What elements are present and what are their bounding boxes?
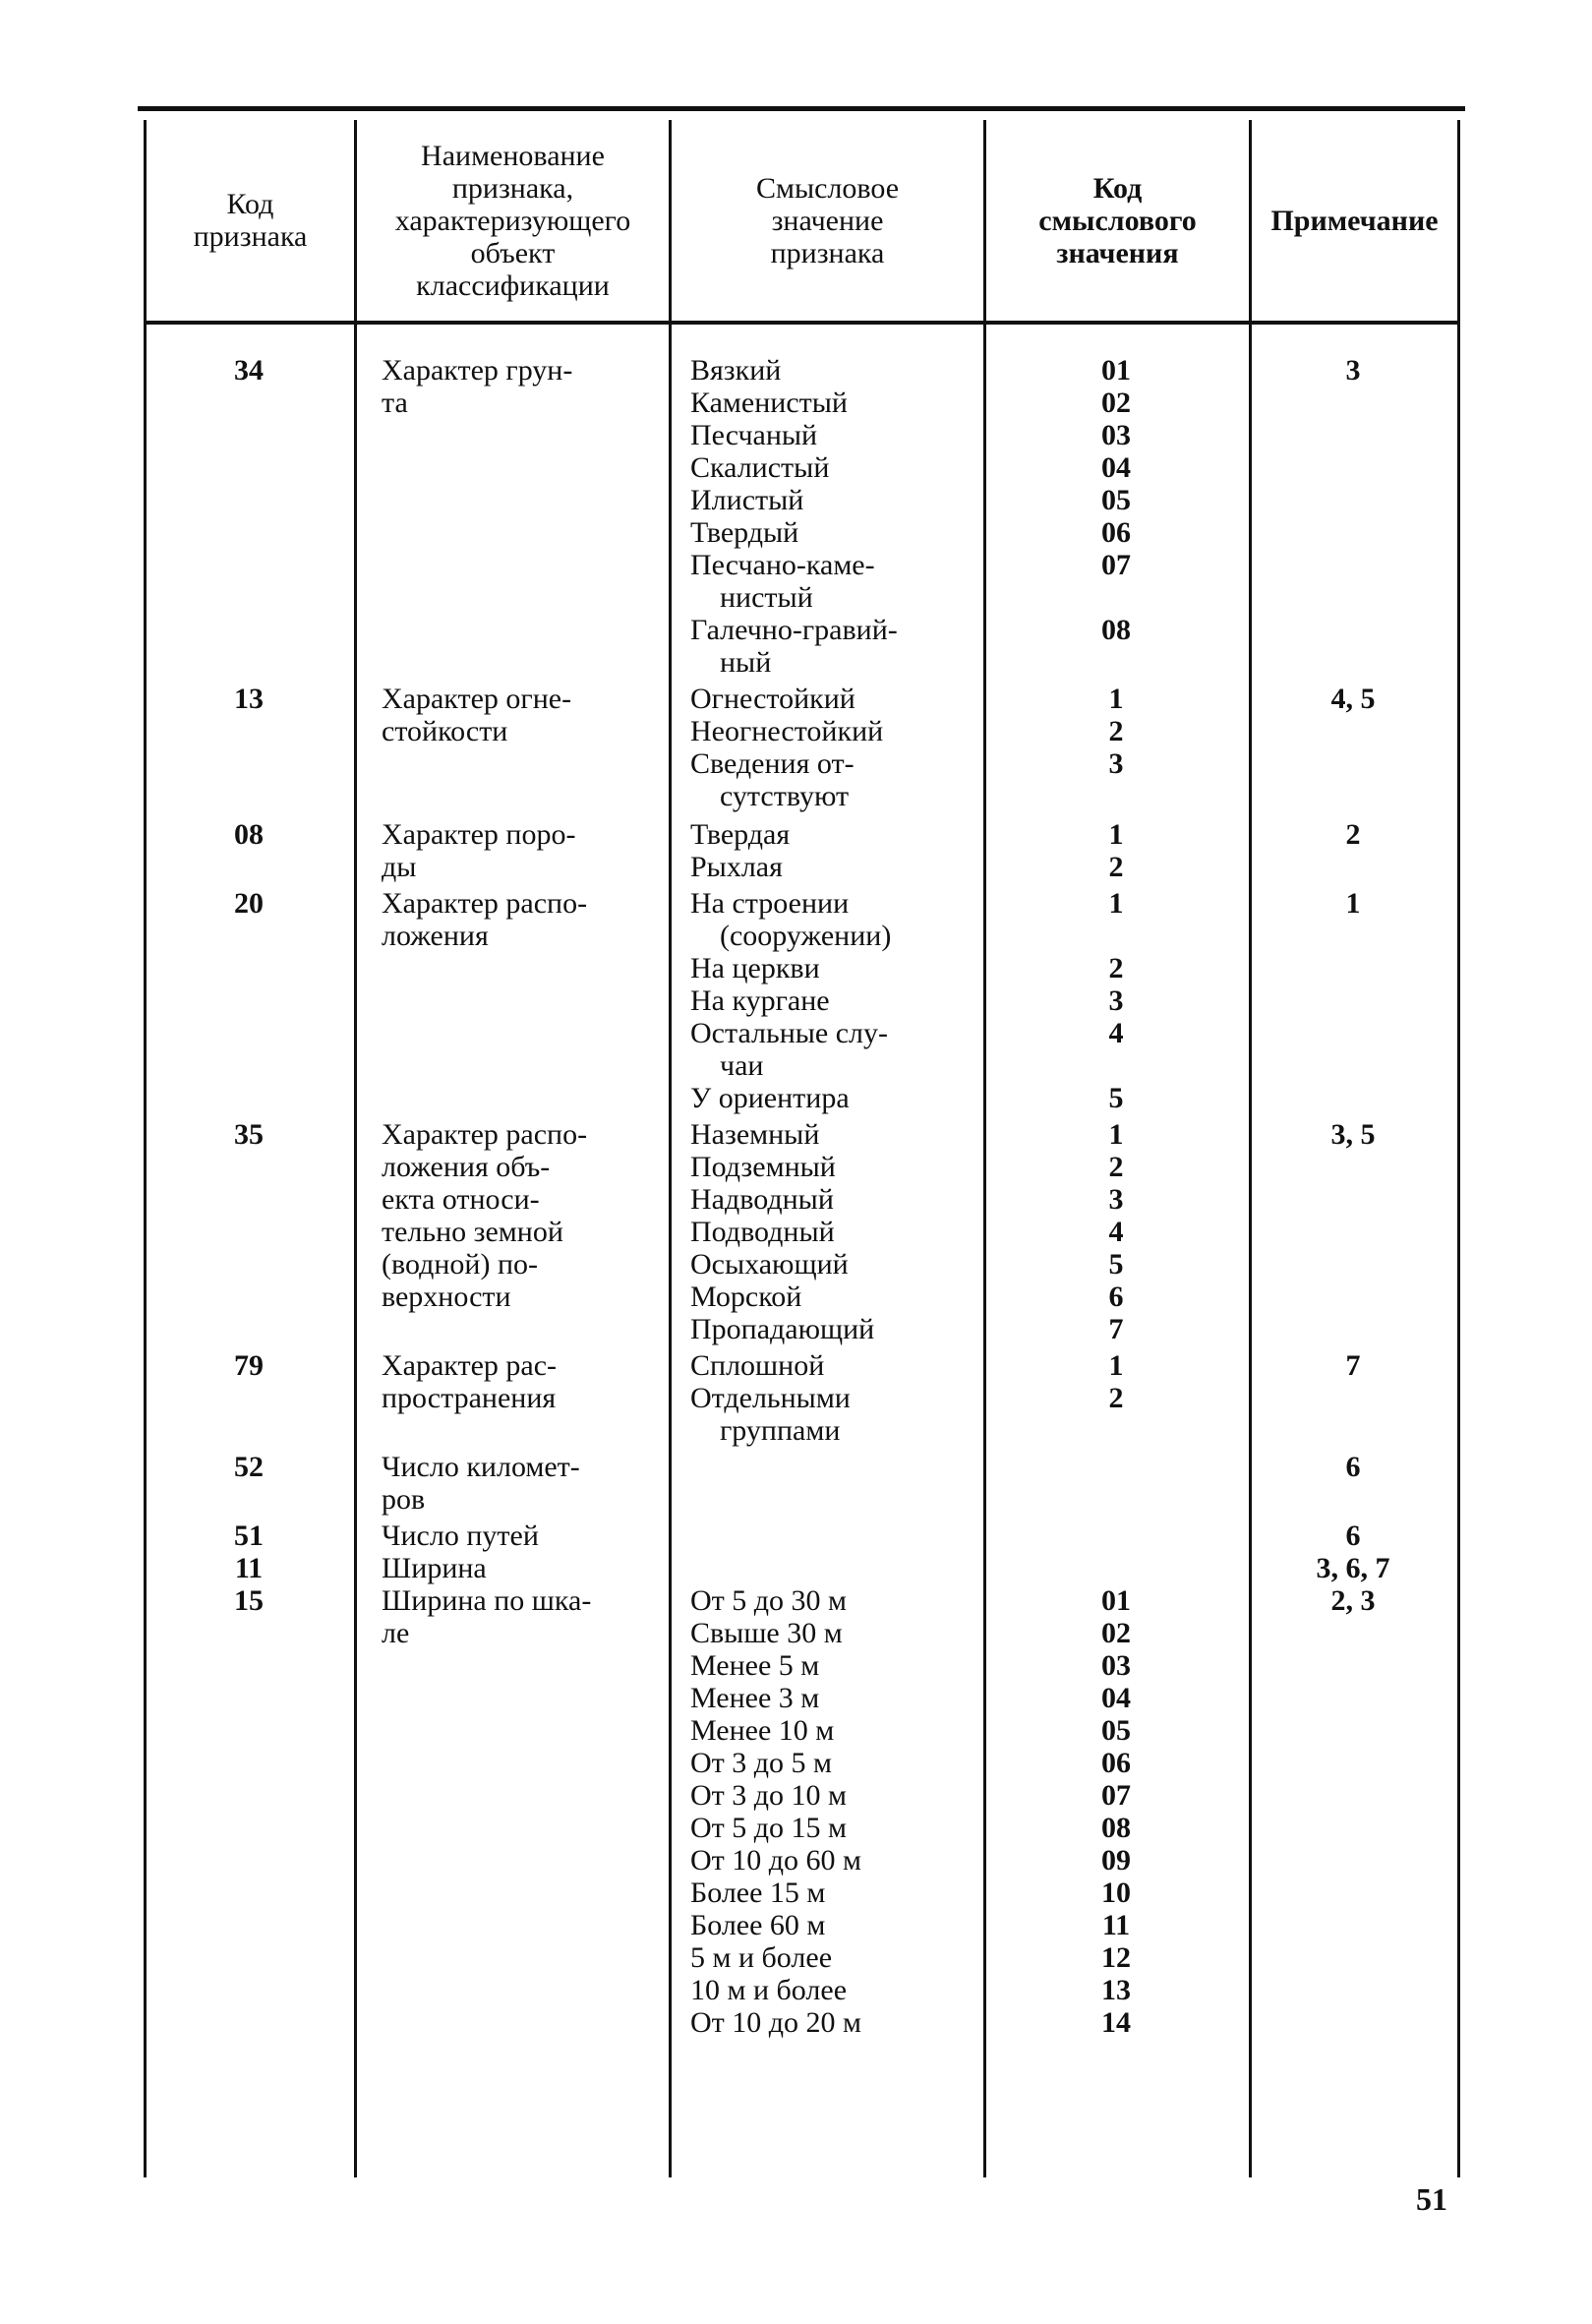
meaning-code-list <box>983 1451 1249 1516</box>
feature-code: 52 <box>234 1451 264 1483</box>
meaning-code-list <box>983 1584 1249 2039</box>
feature-name <box>354 887 669 1114</box>
meaning-list <box>669 683 983 812</box>
meaning-code: 2 <box>1108 1151 1124 1183</box>
meaning-code: 13 <box>1101 1974 1131 2006</box>
meaning-code: 04 <box>1101 1682 1131 1714</box>
feature-name-line: верхности <box>382 1281 511 1313</box>
feature-name-line: стойкости <box>382 715 508 747</box>
table-row <box>144 818 1460 883</box>
feature-name <box>354 1118 669 1345</box>
spacer <box>983 1049 1249 1082</box>
spacer <box>983 581 1249 614</box>
meaning-code: 03 <box>1101 419 1131 451</box>
meaning-code: 01 <box>1101 354 1131 387</box>
meaning-code: 02 <box>1101 1617 1131 1649</box>
meaning-list <box>669 1349 983 1447</box>
meaning-value: У ориентира <box>690 1082 850 1114</box>
meaning-value: Песчано-каме- <box>690 549 875 581</box>
feature-name <box>354 1552 669 1584</box>
table-row <box>144 354 1460 679</box>
meaning-code: 1 <box>1108 887 1124 920</box>
meaning-value: группами <box>720 1414 841 1447</box>
meaning-value: Свыше 30 м <box>690 1617 843 1649</box>
meaning-value: Пропадающий <box>690 1313 875 1345</box>
meaning-code: 7 <box>1108 1313 1124 1345</box>
feature-code: 51 <box>234 1520 264 1552</box>
note: 6 <box>1345 1520 1361 1552</box>
meaning-list <box>669 1118 983 1345</box>
meaning-value: Более 15 м <box>690 1877 826 1909</box>
feature-name-line: ложения объ- <box>382 1151 551 1183</box>
feature-name-line: ды <box>382 851 417 883</box>
spacer <box>983 780 1249 812</box>
feature-name <box>354 818 669 883</box>
meaning-list <box>669 818 983 883</box>
meaning-value: 10 м и более <box>690 1974 848 2006</box>
meaning-value: Наземный <box>690 1118 820 1151</box>
meaning-code: 06 <box>1101 516 1131 549</box>
meaning-value: На кургане <box>690 984 830 1017</box>
meaning-value: Сплошной <box>690 1349 825 1382</box>
meaning-list <box>669 1451 983 1516</box>
meaning-code: 01 <box>1101 1584 1131 1617</box>
feature-name-line: Характер огне- <box>382 683 572 715</box>
meaning-code: 14 <box>1101 2006 1131 2039</box>
meaning-value: Менее 3 м <box>690 1682 820 1714</box>
meaning-value: Сведения от- <box>690 747 855 780</box>
meaning-value: Неогнестойкий <box>690 715 884 747</box>
meaning-value: Огнестойкий <box>690 683 855 715</box>
feature-name <box>354 683 669 812</box>
meaning-value: Песчаный <box>690 419 818 451</box>
meaning-code: 2 <box>1108 715 1124 747</box>
table-row <box>144 1118 1460 1345</box>
page-number: 51 <box>1416 2181 1447 2217</box>
header-rule <box>144 321 1460 325</box>
feature-name-line: (водной) по- <box>382 1248 538 1281</box>
meaning-value: (сооружении) <box>720 920 892 952</box>
meaning-value: 5 м и более <box>690 1941 833 1974</box>
meaning-value: От 10 до 60 м <box>690 1844 862 1877</box>
meaning-value: Менее 10 м <box>690 1714 835 1747</box>
meaning-value: Подземный <box>690 1151 836 1183</box>
feature-name-line: Ширина по шка- <box>382 1584 592 1617</box>
meaning-value: Скалистый <box>690 451 830 484</box>
table-row <box>144 887 1460 1114</box>
meaning-value: На строении <box>690 887 850 920</box>
meaning-value: Илистый <box>690 484 804 516</box>
table-row <box>144 1552 1460 1584</box>
spacer <box>983 1414 1249 1447</box>
feature-code: 11 <box>234 1552 264 1584</box>
meaning-value: Менее 5 м <box>690 1649 820 1682</box>
meaning-code: 3 <box>1108 747 1124 780</box>
feature-code: 15 <box>234 1584 264 1617</box>
table-body <box>144 354 1460 2043</box>
meaning-code: 6 <box>1108 1281 1124 1313</box>
meaning-code: 05 <box>1101 484 1131 516</box>
meaning-list <box>669 1584 983 2039</box>
meaning-code: 2 <box>1108 952 1124 984</box>
meaning-code-list <box>983 1349 1249 1447</box>
meaning-value: нистый <box>720 581 813 614</box>
feature-name-line: ров <box>382 1483 426 1516</box>
meaning-code: 3 <box>1108 1183 1124 1216</box>
meaning-value: На церкви <box>690 952 820 984</box>
meaning-value: Рыхлая <box>690 851 783 883</box>
feature-name-line: Характер распо- <box>382 887 588 920</box>
meaning-value: Морской <box>690 1281 802 1313</box>
feature-name-line: екта относи- <box>382 1183 540 1216</box>
note: 2 <box>1345 818 1361 851</box>
meaning-code: 08 <box>1101 614 1131 646</box>
meaning-value: Твердая <box>690 818 791 851</box>
meaning-code: 5 <box>1108 1082 1124 1114</box>
meaning-list <box>669 1520 983 1552</box>
feature-name <box>354 354 669 679</box>
meaning-code: 2 <box>1108 1382 1124 1414</box>
meaning-code: 08 <box>1101 1812 1131 1844</box>
meaning-code: 05 <box>1101 1714 1131 1747</box>
meaning-code: 03 <box>1101 1649 1131 1682</box>
meaning-value: Остальные слу- <box>690 1017 888 1049</box>
feature-code: 08 <box>234 818 264 851</box>
meaning-code: 4 <box>1108 1216 1124 1248</box>
feature-code: 34 <box>234 354 264 387</box>
meaning-value: Галечно-гравий- <box>690 614 898 646</box>
feature-name-line: тельно земной <box>382 1216 563 1248</box>
meaning-code: 2 <box>1108 851 1124 883</box>
feature-code: 35 <box>234 1118 264 1151</box>
table-row <box>144 1584 1460 2039</box>
meaning-code-list <box>983 683 1249 812</box>
meaning-code: 07 <box>1101 549 1131 581</box>
feature-code: 20 <box>234 887 264 920</box>
meaning-code: 4 <box>1108 1017 1124 1049</box>
feature-name-line: пространения <box>382 1382 557 1414</box>
feature-name-line: ложения <box>382 920 489 952</box>
meaning-code: 09 <box>1101 1844 1131 1877</box>
feature-name-line: Характер рас- <box>382 1349 558 1382</box>
note: 6 <box>1345 1451 1361 1483</box>
feature-name-line: Ширина <box>382 1552 487 1584</box>
feature-name-line: Характер поро- <box>382 818 576 851</box>
meaning-value: ный <box>720 646 772 679</box>
meaning-code: 1 <box>1108 1118 1124 1151</box>
meaning-value: чаи <box>720 1049 764 1082</box>
meaning-code: 11 <box>1101 1909 1131 1941</box>
feature-name-line: Число километ- <box>382 1451 580 1483</box>
feature-name <box>354 1584 669 2039</box>
feature-name <box>354 1349 669 1447</box>
meaning-code: 1 <box>1108 683 1124 715</box>
top-rule <box>138 106 1465 111</box>
meaning-code-list <box>983 354 1249 679</box>
header-code: Код признака <box>193 188 308 253</box>
table-row <box>144 1520 1460 1552</box>
meaning-value: От 10 до 20 м <box>690 2006 862 2039</box>
spacer <box>983 920 1249 952</box>
meaning-value: От 5 до 30 м <box>690 1584 848 1617</box>
feature-name-line: та <box>382 387 408 419</box>
meaning-code: 04 <box>1101 451 1131 484</box>
note: 4, 5 <box>1330 683 1376 715</box>
header-note: Примечание <box>1270 204 1439 237</box>
meaning-code: 1 <box>1108 818 1124 851</box>
meaning-value: Осыхающий <box>690 1248 849 1281</box>
meaning-list <box>669 1552 983 1584</box>
meaning-value: От 3 до 5 м <box>690 1747 833 1779</box>
note: 3 <box>1345 354 1361 387</box>
feature-name <box>354 1451 669 1516</box>
meaning-code: 06 <box>1101 1747 1131 1779</box>
note: 7 <box>1345 1349 1361 1382</box>
header-meaning: Смысловое значение признака <box>755 171 900 269</box>
meaning-code: 10 <box>1101 1877 1131 1909</box>
header-meaning-code: Код смыслового значения <box>1038 171 1197 269</box>
feature-name-line: Характер грун- <box>382 354 573 387</box>
meaning-code-list <box>983 887 1249 1114</box>
note: 3, 5 <box>1330 1118 1376 1151</box>
note: 2, 3 <box>1330 1584 1376 1617</box>
meaning-code: 3 <box>1108 984 1124 1017</box>
meaning-value: От 3 до 10 м <box>690 1779 848 1812</box>
meaning-code: 07 <box>1101 1779 1131 1812</box>
meaning-value: Каменистый <box>690 387 848 419</box>
meaning-list <box>669 354 983 679</box>
table-row <box>144 1349 1460 1447</box>
meaning-list <box>669 887 983 1114</box>
feature-name <box>354 1520 669 1552</box>
feature-name-line: Характер распо- <box>382 1118 588 1151</box>
meaning-code-list <box>983 1118 1249 1345</box>
meaning-code: 12 <box>1101 1941 1131 1974</box>
meaning-value: Более 60 м <box>690 1909 826 1941</box>
meaning-code: 1 <box>1108 1349 1124 1382</box>
meaning-value: Твердый <box>690 516 799 549</box>
feature-code: 13 <box>234 683 264 715</box>
table-row <box>144 1451 1460 1516</box>
feature-name-line: ле <box>382 1617 410 1649</box>
header-name: Наименование признака, характеризующего объект классификации <box>394 139 631 302</box>
meaning-value: сутствуют <box>720 780 850 812</box>
meaning-code: 5 <box>1108 1248 1124 1281</box>
note: 1 <box>1345 887 1361 920</box>
meaning-value: От 5 до 15 м <box>690 1812 848 1844</box>
note: 3, 6, 7 <box>1316 1552 1390 1584</box>
spacer <box>983 646 1249 679</box>
meaning-code: 02 <box>1101 387 1131 419</box>
meaning-code-list <box>983 818 1249 883</box>
meaning-value: Отдельными <box>690 1382 851 1414</box>
meaning-value: Вязкий <box>690 354 782 387</box>
feature-name-line: Число путей <box>382 1520 539 1552</box>
meaning-code-list <box>983 1520 1249 1552</box>
feature-code: 79 <box>234 1349 264 1382</box>
table-row <box>144 683 1460 812</box>
meaning-code-list <box>983 1552 1249 1584</box>
meaning-value: Надводный <box>690 1183 834 1216</box>
meaning-value: Подводный <box>690 1216 835 1248</box>
